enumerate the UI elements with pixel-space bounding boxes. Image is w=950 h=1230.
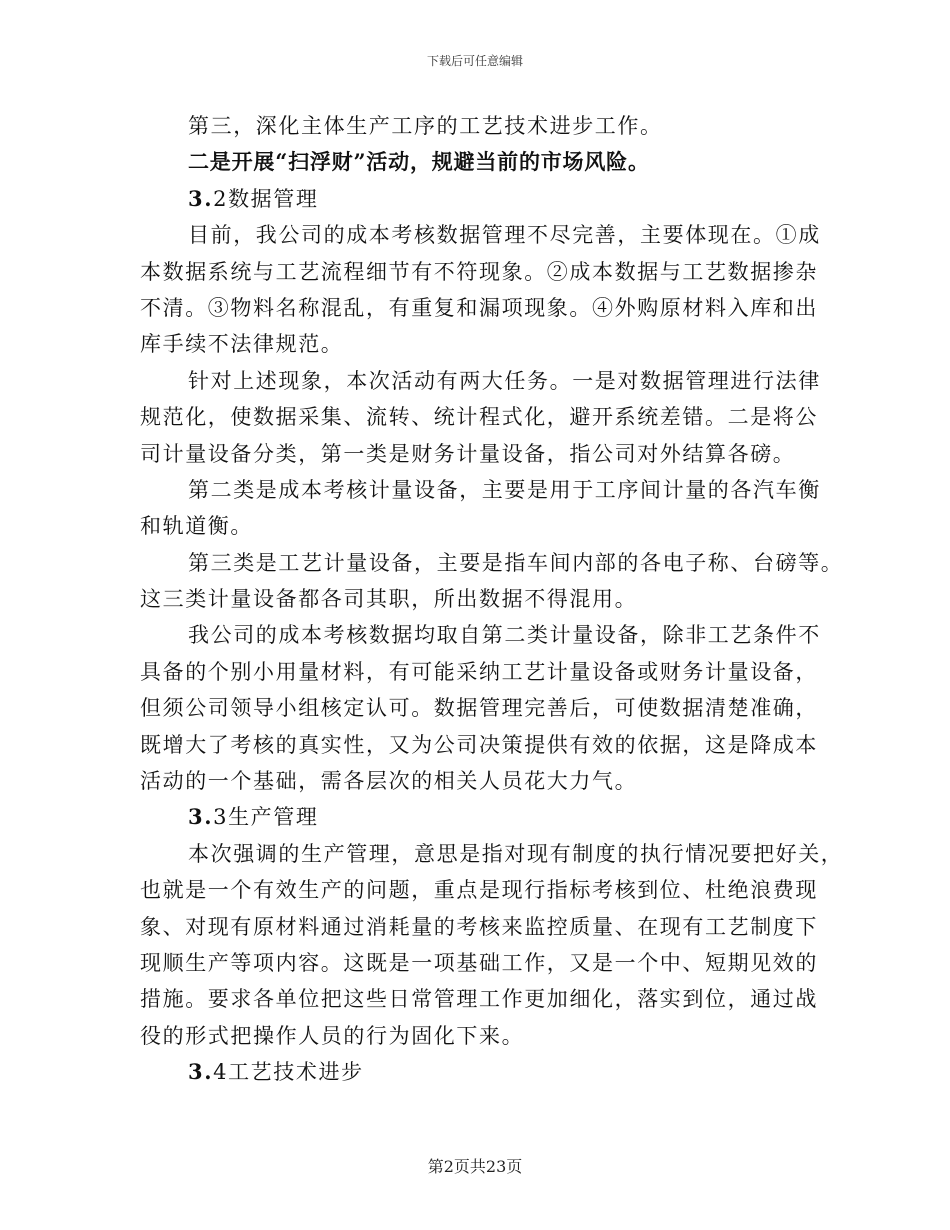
paragraph-line: 不清。③物料名称混乱，有重复和漏项现象。④外购原材料入库和出 [140,295,818,320]
paragraph-line: 目前，我公司的成本考核数据管理不尽完善，主要体现在。①成 [188,223,821,248]
paragraph-line: 也就是一个有效生产的问题，重点是现行指标考核到位、杜绝浪费现 [140,878,818,903]
paragraph-line: 役的形式把操作人员的行为固化下来。 [140,1023,525,1048]
bold-paragraph-line: 二是开展“扫浮财”活动，规避当前的市场风险。 [188,149,650,175]
paragraph-line: 具备的个别小用量材料，有可能采纳工艺计量设备或财务计量设备， [140,659,818,684]
section-heading-3-2 [140,181,820,217]
paragraph-line: 规范化，使数据采集、流转、统计程式化，避开系统差错。二是将公 [140,405,818,430]
section-number: 3. [188,185,214,211]
paragraph-line: 现顺生产等项内容。这既是一项基础工作，又是一个中、短期见效的 [140,950,818,975]
page-header-note: 下载后可任意编辑 [426,54,523,68]
paragraph-line: 第二类是成本考核计量设备，主要是用于工序间计量的各汽车衡 [188,477,821,502]
section-number: 3. [188,804,214,830]
paragraph-line: 措施。要求各单位把这些日常管理工作更加细化，落实到位，通过战 [140,987,818,1012]
paragraph-line: 既增大了考核的真实性，又为公司决策提供有效的依据，这是降成本 [140,732,818,757]
paragraph-line: 针对上述现象，本次活动有两大任务。一是对数据管理进行法律 [188,368,821,393]
paragraph-line: 象、对现有原材料通过消耗量的考核来监控质量、在现有工艺制度下 [140,914,818,939]
section-heading-text: 3生产管理 [213,805,319,830]
paragraph-line: 但须公司领导小组核定认可。数据管理完善后，可使数据清楚准确， [140,696,818,721]
document-body [140,108,844,1091]
page-footer-number: 第2页共23页 [427,1157,523,1176]
paragraph-line: 库手续不法律规范。 [140,332,344,357]
section-heading-text: 4工艺技术进步 [213,1060,364,1085]
paragraph-line: 我公司的成本考核数据均取自第二类计量设备，除非工艺条件不 [188,623,821,648]
paragraph-line: 第三类是工艺计量设备，主要是指车间内部的各电子称、台磅等。 [188,550,844,575]
paragraph-line: 第三，深化主体生产工序的工艺技术进步工作。 [188,114,663,138]
section-heading-text: 2数据管理 [213,186,319,211]
paragraph-line: 这三类计量设备都各司其职，所出数据不得混用。 [140,587,638,612]
section-heading-3-4 [140,1054,820,1090]
section-heading-3-3 [140,799,820,835]
paragraph-line: 活动的一个基础，需各层次的相关人员花大力气。 [140,769,638,794]
paragraph-line: 司计量设备分类，第一类是财务计量设备，指公司对外结算各磅。 [140,441,796,466]
section-number: 3. [188,1059,214,1085]
paragraph-line: 本数据系统与工艺流程细节有不符现象。②成本数据与工艺数据掺杂 [140,259,818,284]
paragraph-line: 和轨道衡。 [140,514,253,539]
paragraph-line: 本次强调的生产管理，意思是指对现有制度的执行情况要把好关， [188,841,844,866]
